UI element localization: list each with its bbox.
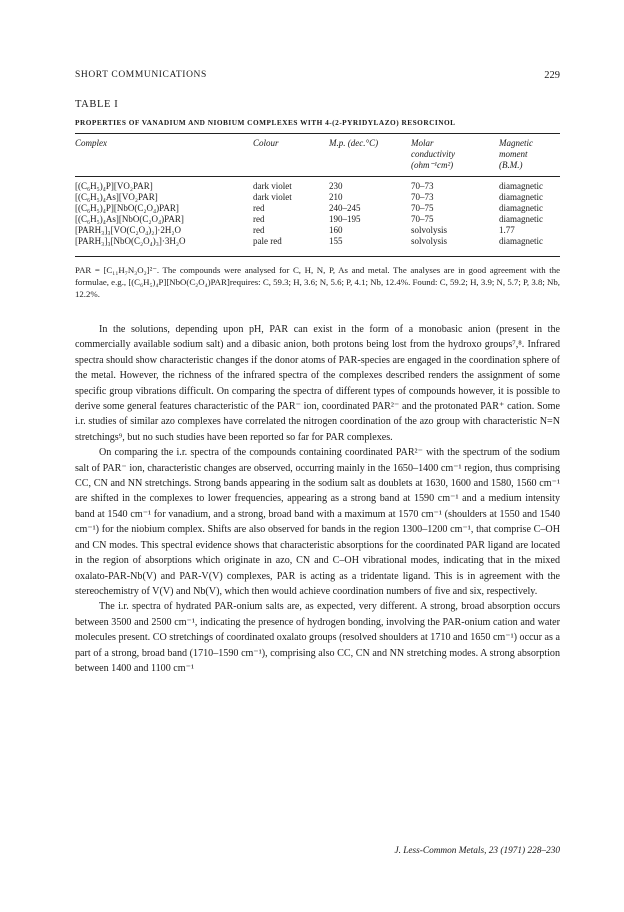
table-cell-colour: pale red xyxy=(253,236,282,246)
table-cell-mp: 240–245 xyxy=(329,203,361,213)
running-title: SHORT COMMUNICATIONS xyxy=(75,70,207,80)
table-cell-magnetic: diamagnetic xyxy=(499,214,543,224)
table-caption: PROPERTIES OF VANADIUM AND NIOBIUM COMPLEXES WITH 4-(2-PYRIDYLAZO) RESORCINOL xyxy=(75,118,456,127)
running-header xyxy=(75,70,560,82)
table-cell-complex: [(C₆H₅)₄As][VO₂PAR] xyxy=(75,192,158,202)
body-text xyxy=(75,322,560,676)
table-label: TABLE I xyxy=(75,99,119,110)
header-conductivity xyxy=(411,138,455,171)
table-cell-magnetic: 1.77 xyxy=(499,225,515,235)
table-cell-conductivity: 70–73 xyxy=(411,192,434,202)
header-complex: Complex xyxy=(75,138,107,148)
table-cell-conductivity: solvolysis xyxy=(411,225,448,235)
page-number: 229 xyxy=(544,70,560,81)
table-cell-complex: [(C₆H₅)₄As][NbO(C₂O₄)PAR] xyxy=(75,214,184,224)
table-cell-colour: dark violet xyxy=(253,181,292,191)
table-cell-magnetic: diamagnetic xyxy=(499,203,543,213)
header-magnetic xyxy=(499,138,533,171)
table-cell-mp: 155 xyxy=(329,236,343,246)
header-conductivity-line-1: Molar xyxy=(411,138,434,148)
header-colour: Colour xyxy=(253,138,279,148)
table-cell-colour: red xyxy=(253,225,265,235)
table-cell-conductivity: 70–75 xyxy=(411,203,434,213)
table-cell-colour: red xyxy=(253,203,265,213)
paragraph: In the solutions, depending upon pH, PAR can exist in the form of a monobasic anion (present in the commercially available sodium salt) and a dibasic anion, both protons being lost from the hydroxo groups⁷,⁸. Infrared spectra should show characteristic changes if the donor atoms of PAR-species are engaged in the coordination sphere of the metal. However, the richness of the infrared spectra of the complexes described renders the assignment of some specific group vibrations difficult. On comparing the spectra of different types of compounds however, it is possible to derive some general features characteristic of the PAR⁻ ion, coordinated PAR²⁻ and the protonated PAR⁺ cation. Some i.r. studies of similar azo complexes have correlated the nitrogen coordination of the azo group with characteristic N=N stretchings⁹, but no such studies have been reported so far for PAR complexes. xyxy=(75,324,560,443)
header-conductivity-line-3: (ohm⁻¹cm²) xyxy=(411,160,454,170)
header-magnetic-line-2: moment xyxy=(499,149,528,159)
header-conductivity-line-2: conductivity xyxy=(411,149,455,159)
table-cell-mp: 190–195 xyxy=(329,214,361,224)
header-magnetic-line-3: (B.M.) xyxy=(499,160,523,170)
table-cell-conductivity: 70–75 xyxy=(411,214,434,224)
table-cell-mp: 160 xyxy=(329,225,343,235)
table-cell-colour: dark violet xyxy=(253,192,292,202)
paragraph: The i.r. spectra of hydrated PAR-onium salts are, as expected, very different. A strong, broad absorption occurs between 3500 and 2500 cm⁻¹, indicating the presence of hydrogen bonding, involving the PAR-onium cation and water molecules present. CO stretchings of coordinated oxalato groups (resolved shoulders at 1710 and 1650 cm⁻¹) occur as a part of a strong, broad band (1710–1590 cm⁻¹), comprising also CC, CN and NN stretching modes. A strong absorption between 1400 and 1100 cm⁻¹ xyxy=(75,601,560,674)
paragraph: On comparing the i.r. spectra of the compounds containing coordinated PAR²⁻ with the spectrum of the sodium salt of PAR⁻ ion, characteristic changes are observed, occurring mainly in the 1650–1400 cm⁻¹ region, thus comprising CC, CN and NN stretchings. Strong bands appearing in the sodium salt as doublets at 1630, 1600 and 1580, 1560 cm⁻¹ are shifted in the complexes to lower frequencies, appearing as a strong band at 1590 cm⁻¹ and a medium intensity band at 1540 cm⁻¹ for vanadium, and a strong, broad band with a maximum at 1570 cm⁻¹ (shoulders at 1550 and 1540 cm⁻¹) for the niobium complex. Shifts are also observed for bands in the region 1300–1200 cm⁻¹, that comprise C–OH and CN modes. This spectral evidence shows that characteristic absorptions for the coordinated PAR ligand are located in the region of absorptions which originate in azo, CN and C–OH vibrational modes, indicating that in the mixed oxalato-PAR-Nb(V) and PAR-V(V) complexes, PAR is acting as a tridentate ligand. This is in agreement with the stereochemistry of V(V) and Nb(V), which then would achieve coordination numbers of five and six, respectively. xyxy=(75,447,560,597)
table-cell-magnetic: diamagnetic xyxy=(499,236,543,246)
table-cell-complex: [PARH₃]₃[NbO(C₂O₄)₃]·3H₂O xyxy=(75,236,186,246)
table-cell-conductivity: solvolysis xyxy=(411,236,448,246)
table-cell-complex: [(C₆H₅)₄P][NbO(C₂O₄)PAR] xyxy=(75,203,179,213)
journal-citation: J. Less-Common Metals, 23 (1971) 228–230 xyxy=(394,846,560,856)
table-cell-colour: red xyxy=(253,214,265,224)
header-magnetic-line-1: Magnetic xyxy=(499,138,533,148)
table-bottom-rule xyxy=(75,256,560,257)
table-footnote: PAR = [C₁₁H₇N₃O₂]²⁻. The compounds were analysed for C, H, N, P, As and metal. The analyses are in good agreement with the formulae, e.g., [(C₆H₅)₄P][NbO(C₂O₄)PAR]requires: C, 59.3; H, 3.6; N, 5.6; P, 4.1; Nb, 12.4%. Found: C, 59.2; H, 3.9; N, 5.7; P, 3.8; Nb, 12.2%. xyxy=(75,265,560,299)
table-cell-complex: [PARH₃]₃[VO(C₂O₄)₂]·2H₂O xyxy=(75,225,181,235)
table-cell-mp: 230 xyxy=(329,181,343,191)
table-cell-conductivity: 70–73 xyxy=(411,181,434,191)
table-top-rule xyxy=(75,133,560,134)
table-cell-magnetic: diamagnetic xyxy=(499,181,543,191)
header-mp: M.p. (dec.°C) xyxy=(329,138,379,148)
table-cell-mp: 210 xyxy=(329,192,343,202)
table-header-rule xyxy=(75,176,560,177)
table-cell-complex: [(C₆H₅)₄P][VO₂PAR] xyxy=(75,181,153,191)
table-cell-magnetic: diamagnetic xyxy=(499,192,543,202)
